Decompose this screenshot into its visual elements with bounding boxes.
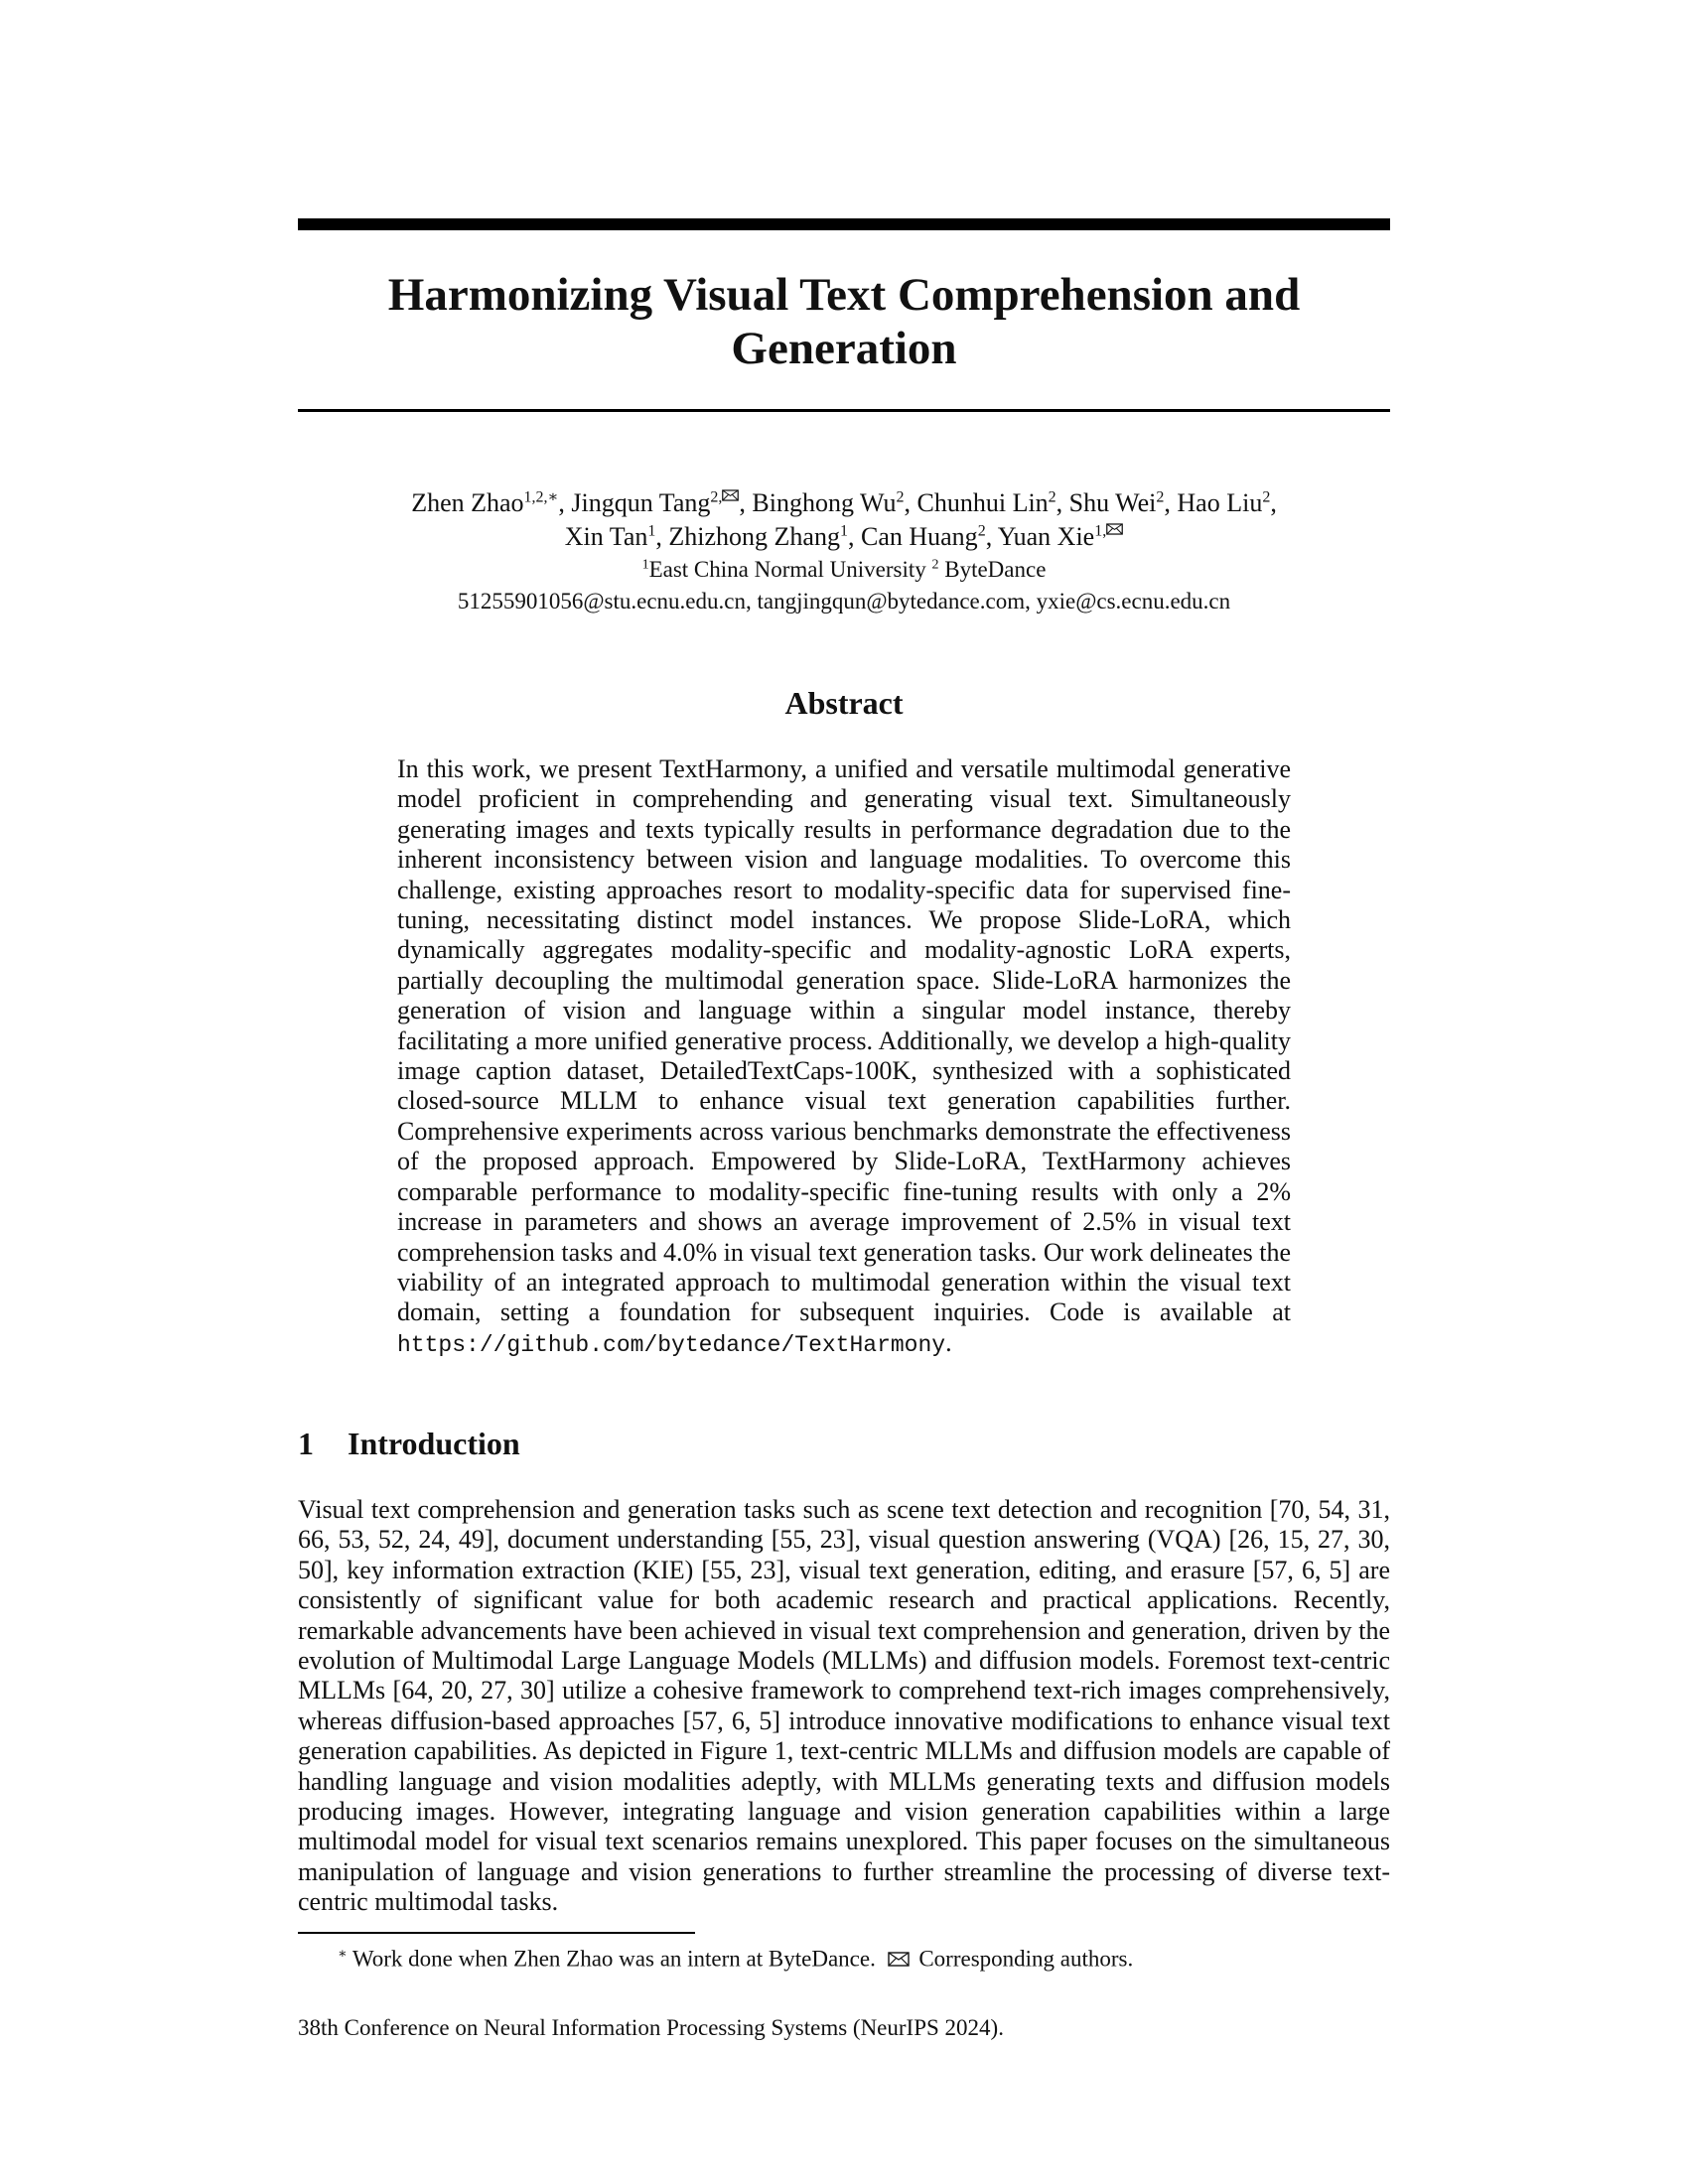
author-affiliation-marker: 1, [1094,522,1123,539]
abstract-heading: Abstract [784,685,904,721]
affiliation-name: ByteDance [944,557,1047,582]
venue-note: 38th Conference on Neural Information Processing Systems (NeurIPS 2024). [298,2015,1004,2040]
author-list-line-2 [298,520,1390,554]
author-name: Zhen Zhao [411,488,524,517]
author-name: Yuan Xie [997,522,1095,551]
author-name: Binghong Wu [752,488,897,517]
author-separator: , [558,488,572,517]
author-name: Can Huang [860,522,978,551]
author-name: Zhizhong Zhang [668,522,840,551]
author-separator: , [847,522,861,551]
author-affiliation-marker: 2 [896,488,905,506]
author-affiliation-marker: 2 [977,522,986,540]
author-affiliation-marker: 2 [1048,488,1056,506]
paper-title: Harmonizing Visual Text Comprehension and Generation [387,269,1301,374]
author-list-line-1 [298,486,1390,520]
author-separator: , [985,522,998,551]
author-affiliation-marker: 1 [839,522,848,540]
author-separator: , [904,488,917,517]
envelope-icon [888,1952,910,1967]
author-emails: 51255901056@stu.ecnu.edu.cn, tangjingqun@bytedance.com, yxie@cs.ecnu.edu.cn [457,589,1231,614]
author-separator: , [1055,488,1069,517]
footnote [338,1940,1133,1975]
footnote-text: Work done when Zhen Zhao was an intern at ByteDance. [352,1946,876,1972]
author-separator: , [1164,488,1178,517]
author-separator: , [655,522,669,551]
corresponding-authors-note: Corresponding authors. [918,1946,1134,1972]
section-heading-introduction [298,1426,520,1462]
envelope-icon [1106,522,1123,539]
affiliation-marker: 1 [641,557,649,573]
author-affiliation-marker: 1,2,∗ [523,488,559,506]
abstract-text: In this work, we present TextHarmony, a unified and versatile multimodal generative model proficient in comprehending and generating visual text. Simultaneously generating images and texts typically results in performance degradation due to the inherent inconsistency between vision and language modalities. To overcome this challenge, existing approaches resort to modality-specific data for supervised fine-tuning, necessitating distinct model instances. We propose Slide-LoRA, which dynamically aggregates modality-specific and modality-agnostic LoRA experts, partially decoupling the multimodal generation space. Slide-LoRA harmonizes the generation of vision and language within a singular model instance, thereby facilitating a more unified generative process. Additionally, we develop a high-quality image caption dataset, DetailedTextCaps-100K, synthesized with a sophisticated closed-source MLLM to enhance visual text generation capabilities further. Comprehensive experiments across various benchmarks demonstrate the effectiveness of the proposed approach. Empowered by Slide-LoRA, TextHarmony achieves comparable performance to modality-specific fine-tuning results with only a 2% increase in parameters and shows an average improvement of 2.5% in visual text comprehension tasks and 4.0% in visual text generation tasks. Our work delineates the viability of an integrated approach to multimodal generation within the visual text domain, setting a foundation for subsequent inquiries. Code is available at [397,754,1291,1327]
title-bottom-rule [298,409,1390,412]
affiliation-name: East China Normal University [648,557,926,582]
envelope-icon [722,488,739,505]
author-block [298,486,1390,617]
author-separator: , [739,488,753,517]
author-separator: , [1270,488,1277,517]
affiliations [298,554,1390,586]
author-affiliation-marker: 1 [647,522,656,540]
section-title: Introduction [348,1426,520,1461]
title-top-rule [298,218,1390,230]
code-url-period: . [945,1327,952,1357]
footnote-rule [298,1932,695,1934]
author-affiliation-marker: 2, [710,488,739,505]
author-affiliation-marker: 2 [1262,488,1271,506]
affiliation-marker: 2 [931,557,939,573]
author-name: Hao Liu [1177,488,1263,517]
author-name: Chunhui Lin [916,488,1049,517]
code-url-link[interactable]: https://github.com/bytedance/TextHarmony [397,1331,946,1358]
introduction-paragraph: Visual text comprehension and generation tasks such as scene text detection and recognition [70, 54, 31, 66, 53, 52, 24, 49], document understanding [55, 23], visual question answering (VQA) [26, 15, 27, 30, 50], key information extraction (KIE) [55, 23], visual text generation, editing, and erasure [57, 6, 5] are consistently of significant value for both academic research and practical applications. Recently, remarkable advancements have been achieved in visual text comprehension and generation, driven by the evolution of Multimodal Large Language Models (MLLMs) and diffusion models. Foremost text-centric MLLMs [64, 20, 27, 30] utilize a cohesive framework to comprehend text-rich images comprehensively, whereas diffusion-based approaches [57, 6, 5] introduce innovative modifications to enhance visual text generation capabilities. As depicted in Figure 1, text-centric MLLMs and diffusion models are capable of handling language and vision modalities adeptly, with MLLMs generating texts and diffusion models producing images. However, integrating language and vision generation capabilities within a large multimodal model for visual text scenarios remains unexplored. This paper focuses on the simultaneous manipulation of language and vision generations to further streamline the processing of diverse text-centric multimodal tasks. [298,1495,1390,1917]
author-name: Xin Tan [564,522,648,551]
footnote-marker: ∗ [338,1947,348,1962]
author-affiliation-marker: 2 [1156,488,1165,506]
section-number: 1 [298,1426,314,1461]
author-name: Jingqun Tang [571,488,711,517]
abstract-body [397,754,1291,1360]
author-name: Shu Wei [1068,488,1157,517]
